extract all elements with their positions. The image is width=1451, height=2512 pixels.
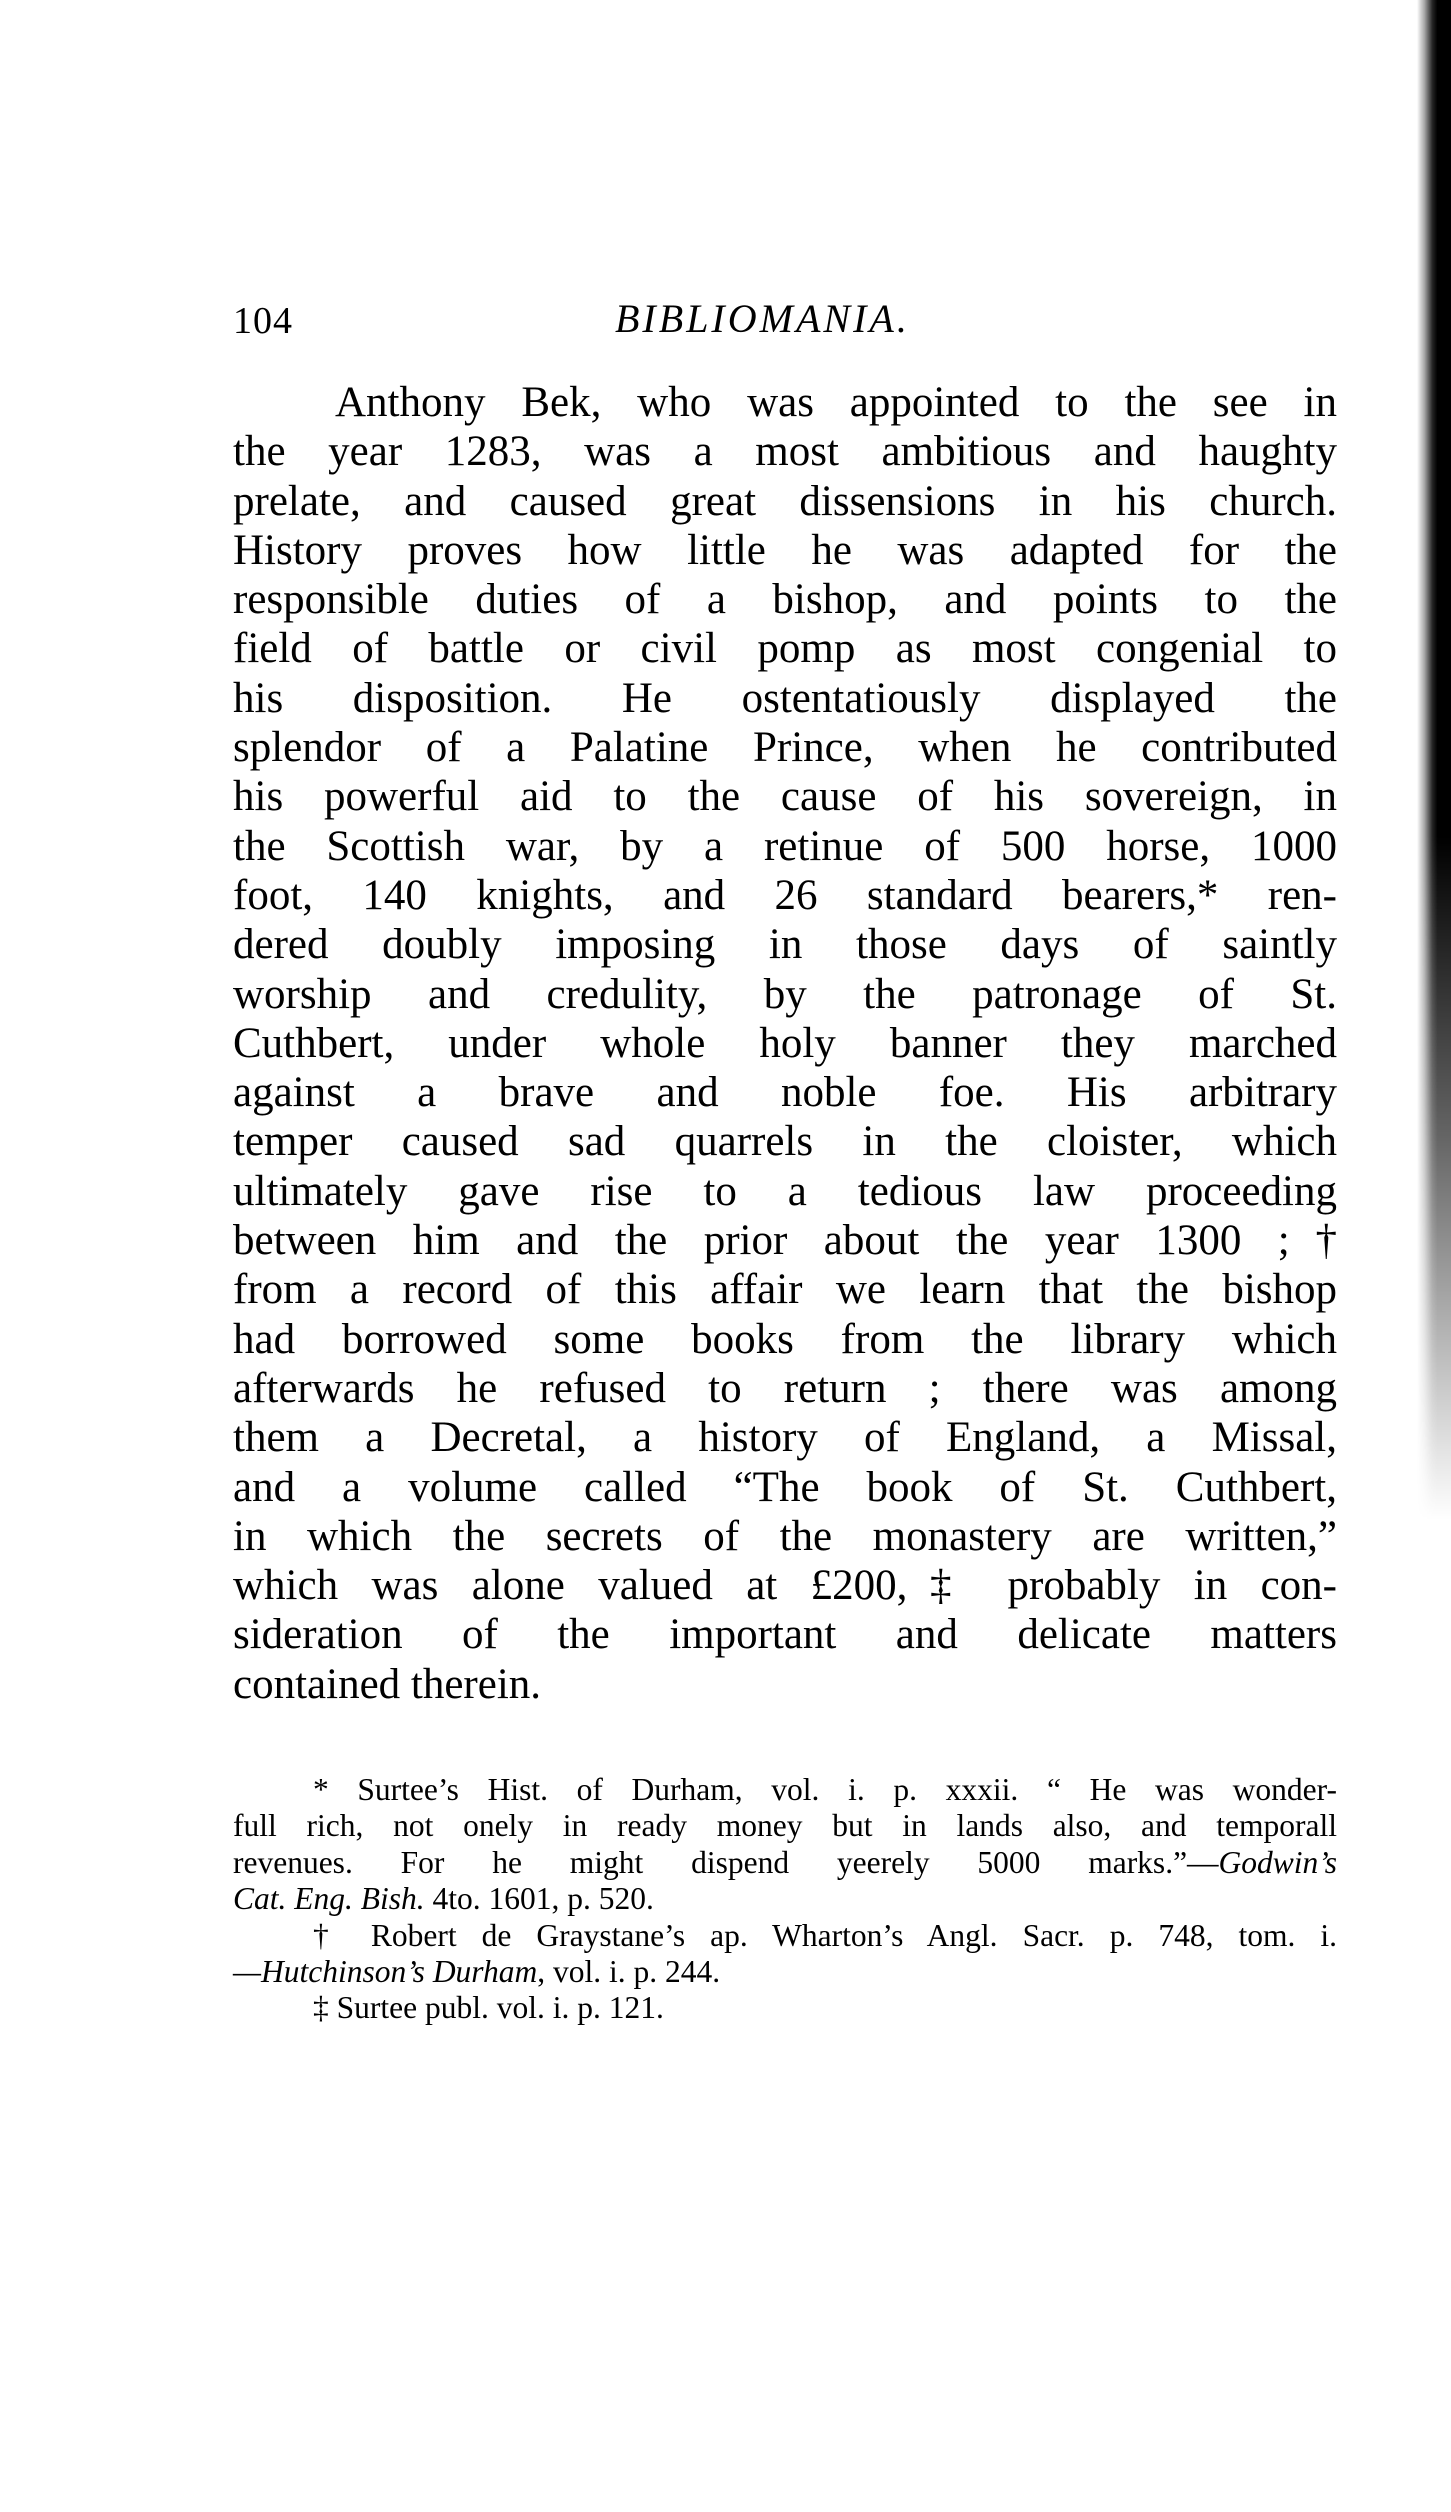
footnote-text: 4to. 1601, p. 520. xyxy=(424,1881,654,1917)
body-line: foot, 140 knights, and 26 standard bearers,* ren- xyxy=(233,871,1337,919)
footnote-text: revenues. For he might dispend yeerely 5000 marks.”— xyxy=(233,1844,1219,1880)
footnote-double-dagger xyxy=(233,1990,1337,2026)
body-line: and a volume called “The book of St. Cuthbert, xyxy=(233,1463,1337,1511)
body-line: which was alone valued at £200,‡ probably in con- xyxy=(233,1562,1337,1610)
body-line: Anthony Bek, who was appointed to the see in xyxy=(335,379,1337,426)
body-line: responsible duties of a bishop, and points to the xyxy=(233,576,1337,624)
footnote-line: † Robert de Graystane’s ap. Wharton’s Angl. Sacr. p. 748, tom. i. xyxy=(313,1917,1337,1953)
body-line: afterwards he refused to return ; there was among xyxy=(233,1364,1337,1412)
running-head xyxy=(233,296,1337,346)
footnote-citation-italic: Godwin’s xyxy=(1218,1844,1337,1880)
body-line: had borrowed some books from the library which xyxy=(233,1315,1337,1363)
scan-shadow-edge xyxy=(1417,0,1451,1520)
body-line: between him and the prior about the year 1300 ;† xyxy=(233,1217,1337,1265)
body-line: splendor of a Palatine Prince, when he contributed xyxy=(233,724,1337,772)
body-line: Cuthbert, under whole holy banner they marched xyxy=(233,1019,1337,1067)
footnote-line: ‡ Surtee publ. vol. i. p. 121. xyxy=(313,1990,664,2026)
body-line: dered doubly imposing in those days of saintly xyxy=(233,921,1337,969)
body-line: ultimately gave rise to a tedious law proceeding xyxy=(233,1167,1337,1215)
body-line: temper caused sad quarrels in the cloister, which xyxy=(233,1118,1337,1166)
body-line: from a record of this affair we learn that the bishop xyxy=(233,1266,1337,1314)
body-line: worship and credulity, by the patronage of St. xyxy=(233,970,1337,1018)
footnote-citation-italic: —Hutchinson’s Durham xyxy=(233,1953,538,1989)
page-number: 104 xyxy=(233,300,293,342)
footnote-citation-italic: Cat. Eng. Bish. xyxy=(233,1881,425,1917)
body-line: the Scottish war, by a retinue of 500 horse, 1000 xyxy=(233,822,1337,870)
body-line: his disposition. He ostentatiously displayed the xyxy=(233,674,1337,722)
footnote-line xyxy=(233,1845,1337,1881)
body-paragraph xyxy=(233,378,1337,1709)
footnotes xyxy=(233,1772,1337,2027)
footnote-line: full rich, not onely in ready money but in lands also, and temporall xyxy=(233,1808,1337,1844)
footnote-line xyxy=(233,1881,1337,1917)
footnote-line: * Surtee’s Hist. of Durham, vol. i. p. xxxii. “ He was wonder- xyxy=(313,1772,1337,1807)
body-line: prelate, and caused great dissensions in his church. xyxy=(233,477,1337,525)
footnote-text: , vol. i. p. 244. xyxy=(537,1953,721,1989)
body-line: field of battle or civil pomp as most congenial to xyxy=(233,625,1337,673)
body-line: them a Decretal, a history of England, a Missal, xyxy=(233,1414,1337,1462)
footnote-line xyxy=(233,1954,1337,1990)
body-line: History proves how little he was adapted for the xyxy=(233,526,1337,574)
footnote-dagger xyxy=(233,1918,1337,1991)
body-line: against a brave and noble foe. His arbitrary xyxy=(233,1069,1337,1117)
body-line: in which the secrets of the monastery are written,” xyxy=(233,1512,1337,1560)
body-line: the year 1283, was a most ambitious and haughty xyxy=(233,428,1337,476)
footnote-asterisk xyxy=(233,1772,1337,1918)
body-line: sideration of the important and delicate matters xyxy=(233,1611,1337,1659)
body-line: his powerful aid to the cause of his sovereign, in xyxy=(233,773,1337,821)
body-line: contained therein. xyxy=(233,1660,542,1708)
running-title: BIBLIOMANIA. xyxy=(615,296,910,341)
